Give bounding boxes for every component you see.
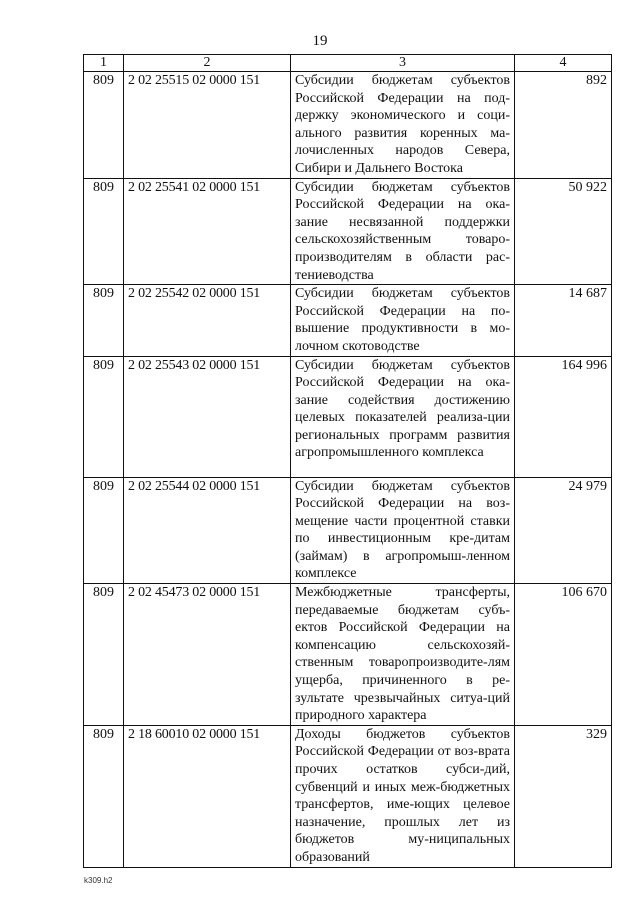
budget-classification-code-cell: 2 02 25544 02 0000 151 (124, 477, 291, 584)
budget-classification-code-cell: 2 02 25542 02 0000 151 (124, 285, 291, 356)
amount-cell: 106 670 (515, 584, 612, 726)
administrator-code-cell: 809 (84, 72, 124, 179)
budget-classification-code-cell: 2 18 60010 02 0000 151 (124, 725, 291, 867)
amount-cell: 329 (515, 725, 612, 867)
revenue-name-cell: Межбюджетные трансферты, передаваемые бюджетам субъ-ектов Российской Федерации на компенсацию сельскохозяй-ственным товаропроизводите-лям ущерба, причиненного в ре-зультате чрезвычайных ситуа-ций природного характера (291, 584, 515, 726)
administrator-code-cell: 809 (84, 285, 124, 356)
table-row (84, 356, 612, 477)
column-number-row (84, 55, 612, 72)
administrator-code-cell: 809 (84, 584, 124, 726)
revenue-name-cell: Субсидии бюджетам субъектов Российской Федерации на ока-зание несвязанной поддержки сельскохозяйственным товаро-производителям в области рас-тениеводства (291, 178, 515, 285)
budget-classification-code-cell: 2 02 25543 02 0000 151 (124, 356, 291, 477)
amount-cell: 50 922 (515, 178, 612, 285)
table-row (84, 178, 612, 285)
column-header: 2 (124, 55, 291, 72)
revenue-name-cell: Субсидии бюджетам субъектов Российской Федерации на воз-мещение части процентной ставки по инвестиционным кре-дитам (займам) в агропромыш-ленном комплексе (291, 477, 515, 584)
administrator-code-cell: 809 (84, 178, 124, 285)
document-reference-footer: k309.h2 (84, 876, 113, 885)
column-header: 1 (84, 55, 124, 72)
table-row (84, 477, 612, 584)
budget-classification-code-cell: 2 02 25515 02 0000 151 (124, 72, 291, 179)
revenue-name-cell: Доходы бюджетов субъектов Российской Федерации от воз-врата прочих остатков субси-дий, субвенций и иных меж-бюджетных трансфертов, име-ющих целевое назначение, прошлых лет из бюджетов му-ниципальных образований (291, 725, 515, 867)
administrator-code-cell: 809 (84, 477, 124, 584)
amount-cell: 14 687 (515, 285, 612, 356)
budget-classification-code-cell: 2 02 25541 02 0000 151 (124, 178, 291, 285)
column-header: 4 (515, 55, 612, 72)
amount-cell: 892 (515, 72, 612, 179)
revenue-name-cell: Субсидии бюджетам субъектов Российской Федерации на по-вышение продуктивности в мо-лочном скотоводстве (291, 285, 515, 356)
amount-cell: 24 979 (515, 477, 612, 584)
table-row (84, 725, 612, 867)
administrator-code-cell: 809 (84, 725, 124, 867)
revenue-name-cell: Субсидии бюджетам субъектов Российской Федерации на ока-зание содействия достижению целевых показателей реализа-ции региональных программ развития агропромышленного комплекса (291, 356, 515, 477)
administrator-code-cell: 809 (84, 356, 124, 477)
budget-classification-code-cell: 2 02 45473 02 0000 151 (124, 584, 291, 726)
budget-revenue-table (83, 54, 612, 868)
table-row (84, 72, 612, 179)
revenue-name-cell: Субсидии бюджетам субъектов Российской Федерации на под-держку экономического и соци-ального развития коренных ма-лочисленных народов Севера, Сибири и Дальнего Востока (291, 72, 515, 179)
table-row (84, 584, 612, 726)
column-header: 3 (291, 55, 515, 72)
table-row (84, 285, 612, 356)
amount-cell: 164 996 (515, 356, 612, 477)
page-number: 19 (312, 33, 328, 49)
